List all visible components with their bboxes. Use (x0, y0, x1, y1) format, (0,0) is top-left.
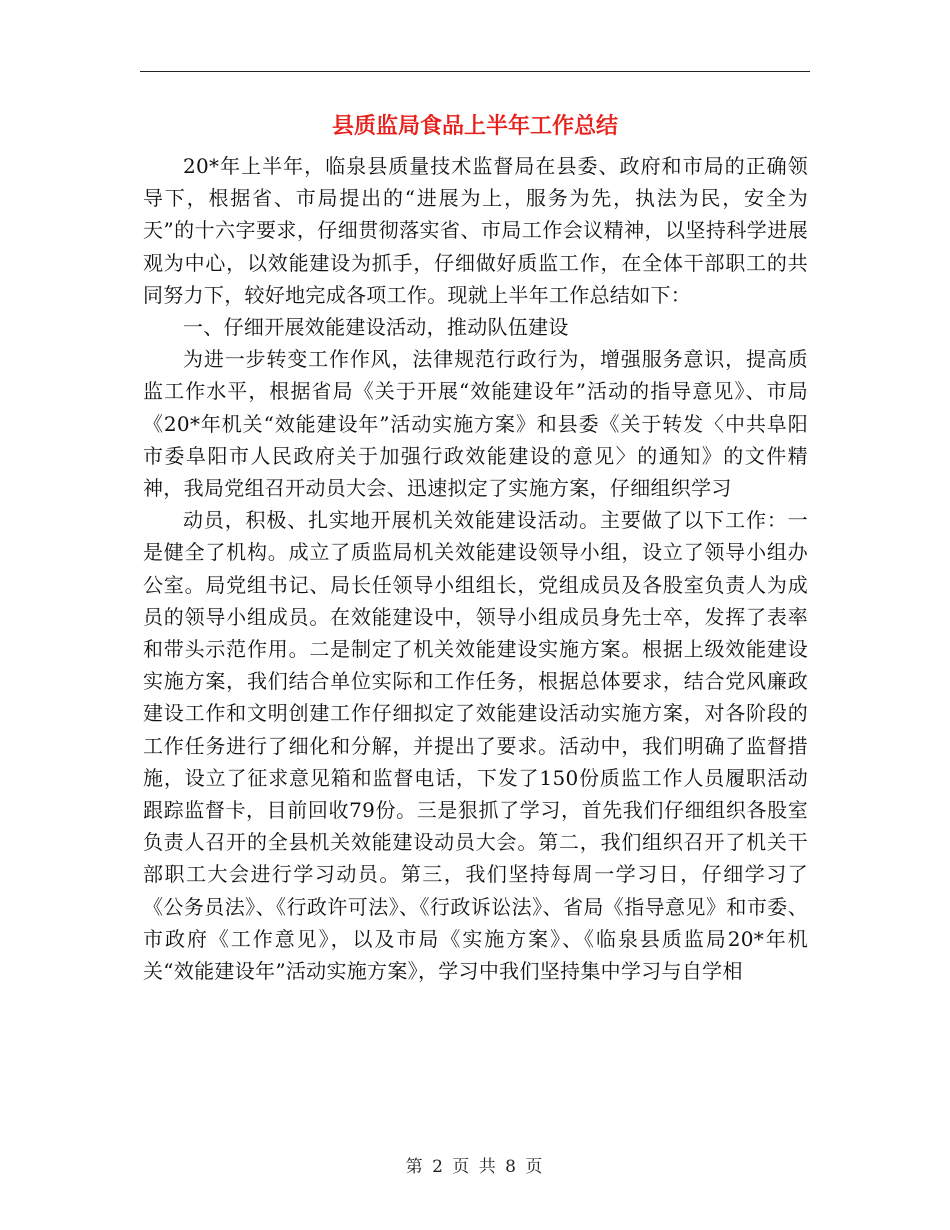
section-heading: 一、仔细开展效能建设活动，推动队伍建设 (183, 315, 569, 340)
paragraph-work-details: 动员，积极、扎实地开展机关效能建设活动。主要做了以下工作：一是健全了机构。成立了质监局机关效能建设领导小组，设立了领导小组办公室。局党组书记、局长任领导小组组长，党组成员及各股室负责人为成员的领导小组成员。在效能建设中，领导小组成员身先士卒，发挥了表率和带头示范作用。二是制定了机关效能建设实施方案。根据上级效能建设实施方案，我们结合单位实际和工作任务，根据总体要求，结合党风廉政建设工作和文明创建工作仔细拟定了效能建设活动实施方案，对各阶段的工作任务进行了细化和分解，并提出了要求。活动中，我们明确了监督措施，设立了征求意见箱和监督电话，下发了150份质监工作人员履职活动跟踪监督卡，目前回收79份。三是狠抓了学习，首先我们仔细组织各股室负责人召开的全县机关效能建设动员大会。第二，我们组织召开了机关干部职工大会进行学习动员。第三，我们坚持每周一学习日，仔细学习了《公务员法》、《行政许可法》、《行政诉讼法》、省局《指导意见》和市委、市政府《工作意见》，以及市局《实施方案》、《临泉县质监局20*年机关“效能建设年”活动实施方案》，学习中我们坚持集中学习与自学相 (143, 508, 808, 984)
document-title: 县质监局食品上半年工作总结 (331, 114, 618, 139)
paragraph-intro: 20*年上半年，临泉县质量技术监督局在县委、政府和市局的正确领导下，根据省、市局提出的“进展为上，服务为先，执法为民，安全为天”的十六字要求，仔细贯彻落实省、市局工作会议精神，以坚持科学进展观为中心，以效能建设为抓手，仔细做好质监工作，在全体干部职工的共同努力下，较好地完成各项工作。现就上半年工作总结如下： (143, 154, 808, 307)
document-body (143, 150, 808, 987)
paragraph-efficiency: 为进一步转变工作作风，法律规范行政行为，增强服务意识，提高质监工作水平，根据省局《关于开展“效能建设年”活动的指导意见》、市局《20*年机关“效能建设年”活动实施方案》和县委《关于转发〈中共阜阳市委阜阳市人民政府关于加强行政效能建设的意见〉的通知》的文件精神，我局党组召开动员大会、迅速拟定了实施方案，仔细组织学习 (143, 347, 808, 501)
page-number-footer: 第 2 页 共 8 页 (405, 1157, 545, 1177)
header-rule (140, 71, 810, 72)
